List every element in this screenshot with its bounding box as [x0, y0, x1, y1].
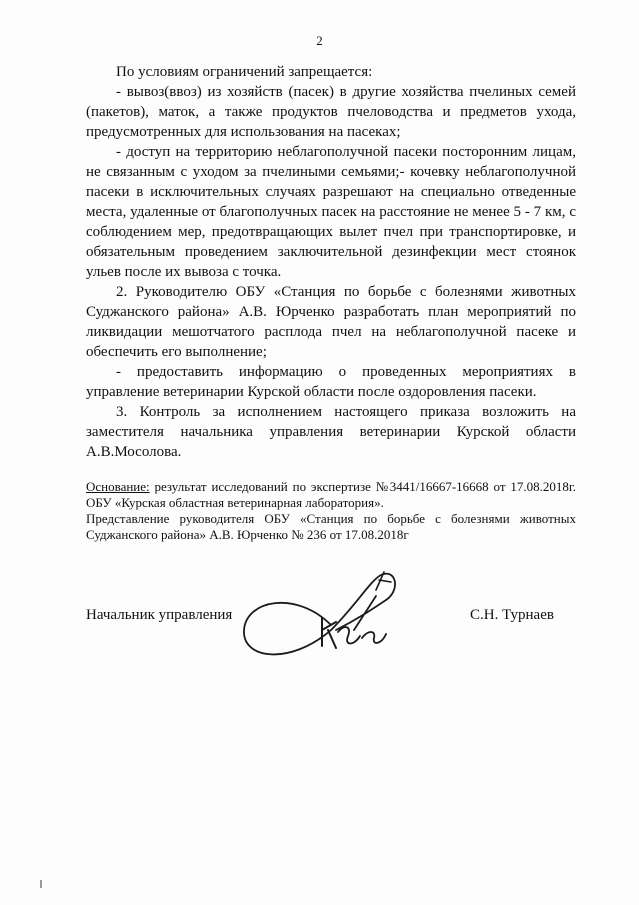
restriction-item: - доступ на территорию неблагополучной пасеки посторонним лицам, не связанным с уходом за пчелиными семьями;- кочевку неблагополучной пасеки в исключительных случаях разрешают на специально отведенные места, удаленные от благополучных пасек на расстояние не менее 5 - 7 км, с соблюдением мер, предотвращающих вылет пчел при транспортировке, и обязательным проведением заключительной дезинфекции мест стоянок ульев после их вывоза с точка. [86, 144, 576, 280]
page-number: 2 [316, 33, 323, 48]
signatory-name: С.Н. Турнаев [470, 607, 554, 623]
basis-block [86, 479, 576, 543]
restrictions-intro: По условиям ограничений запрещается: [116, 64, 373, 80]
basis-label: Основание: [86, 479, 150, 494]
signatory-title: Начальник управления [86, 607, 233, 623]
order-item-2-sub: - предоставить информацию о проведенных мероприятиях в управление ветеринарии Курской области после оздоровления пасеки. [86, 364, 576, 400]
representation-text: Представление руководителя ОБУ «Станция по борьбе с болезнями животных Суджанского района» А.В. Юрченко № 236 от 17.08.2018г [86, 511, 576, 542]
basis-text [86, 479, 576, 511]
basis-body: результат исследований по экспертизе №3441/16667-16668 от 17.08.2018г. ОБУ «Курская областная ветеринарная лаборатория». [86, 479, 576, 510]
scan-mark [40, 880, 42, 888]
restriction-item: - вывоз(ввоз) из хозяйств (пасек) в другие хозяйства пчелиных семей (пакетов), маток, а также продуктов пчеловодства и предметов ухода, предусмотренных для использования на пасеках; [86, 84, 576, 140]
handwritten-signature [236, 560, 436, 700]
order-item-2: 2. Руководителю ОБУ «Станция по борьбе с болезнями животных Суджанского района» А.В. Юрченко разработать план мероприятий по ликвидации мешотчатого расплода пчел на неблагополучной пасеке и обеспечить его выполнение; [86, 284, 576, 360]
document-body [86, 62, 576, 462]
order-item-3: 3. Контроль за исполнением настоящего приказа возложить на заместителя начальника управления ветеринарии Курской области А.В.Мосолова. [86, 404, 576, 460]
